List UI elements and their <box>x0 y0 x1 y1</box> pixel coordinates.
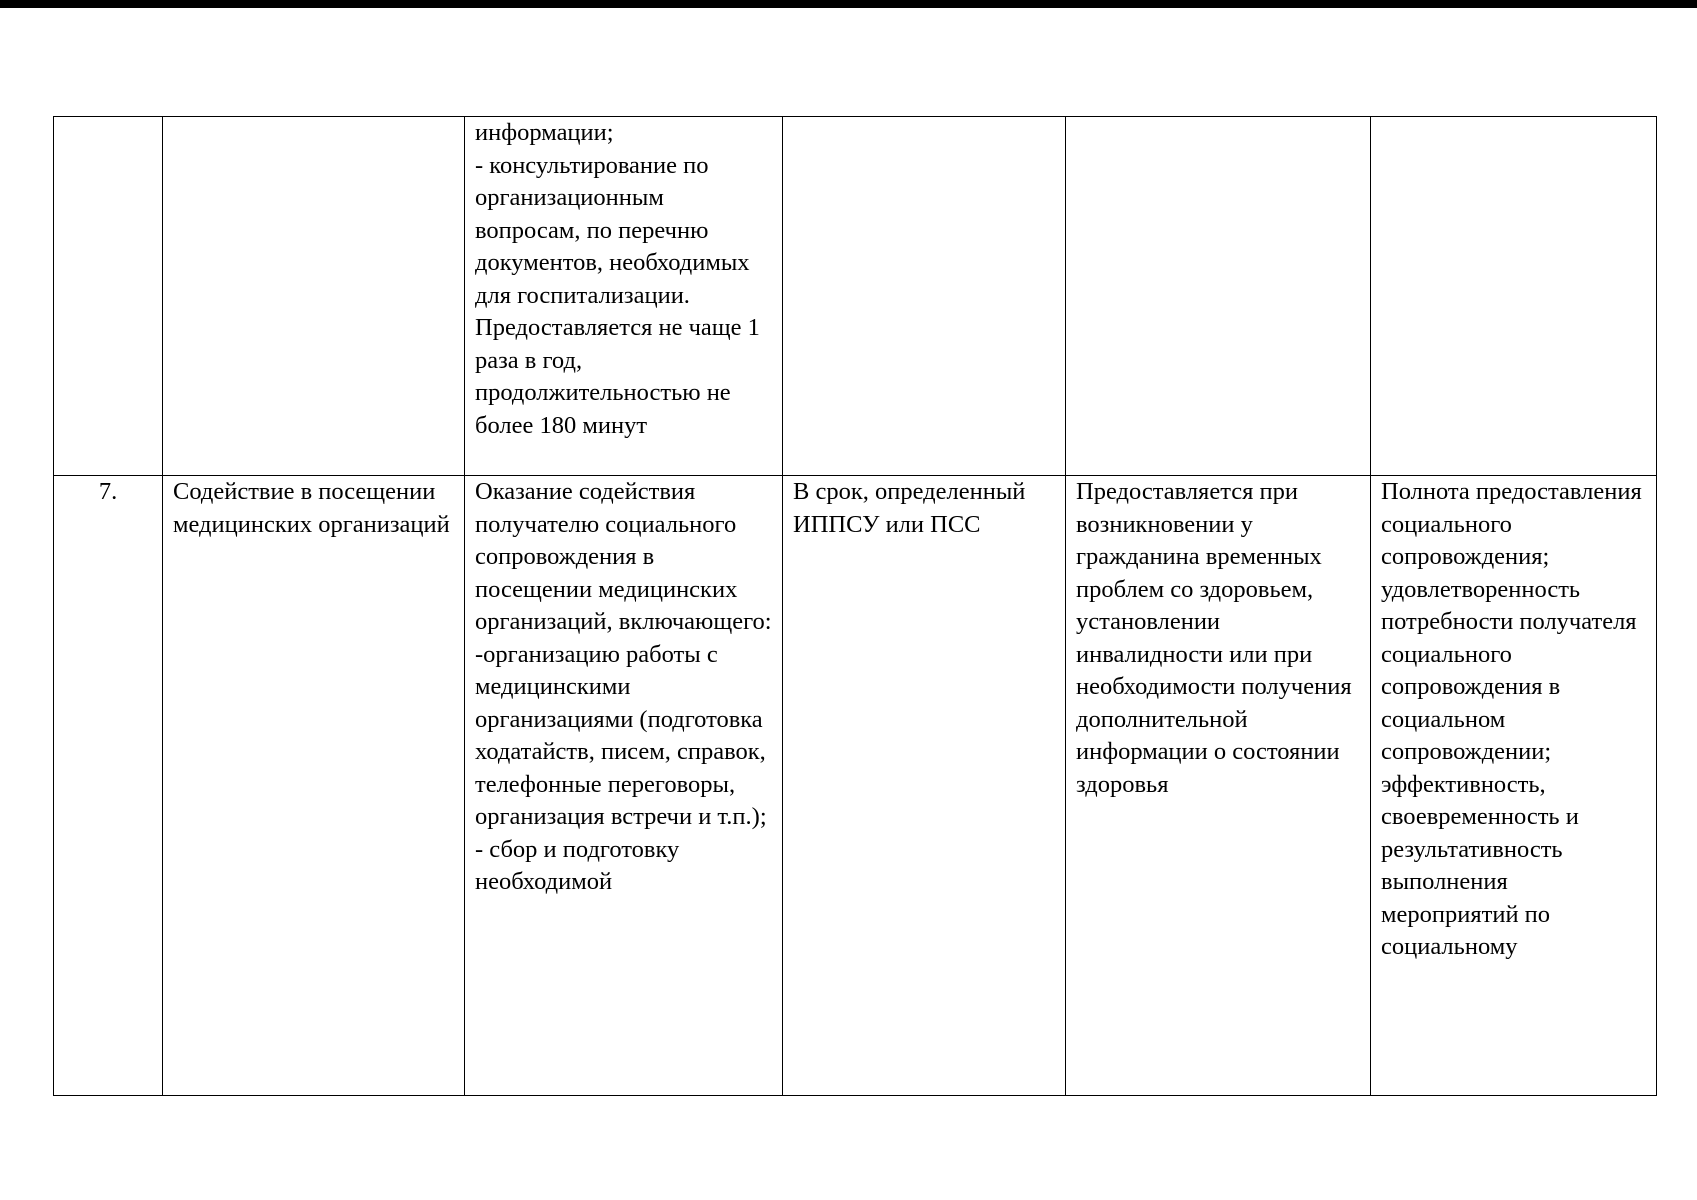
service-indicators: Полнота предоставления социального сопровождения; удовлетворенность потребности получателя социального сопровождения в социальном сопровождении; эффективность, своевременность и результативность выполнения мероприятий по социальному <box>1381 478 1642 960</box>
table-row <box>54 476 1657 1096</box>
page-top-border <box>0 0 1697 8</box>
row-number-cell <box>54 476 163 1096</box>
service-name: Содействие в посещении медицинских организаций <box>173 478 450 538</box>
service-name-cell <box>163 117 465 476</box>
service-indicators-cell <box>1371 476 1657 1096</box>
row-number-cell <box>54 117 163 476</box>
table-row <box>54 117 1657 476</box>
service-conditions-cell <box>1066 117 1371 476</box>
service-term: В срок, определенный ИППСУ или ПСС <box>793 478 1026 538</box>
services-table <box>53 116 1657 1096</box>
service-conditions-cell <box>1066 476 1371 1096</box>
service-indicators-cell <box>1371 117 1657 476</box>
service-term-cell <box>783 476 1066 1096</box>
row-number: 7. <box>98 478 118 505</box>
service-term-cell <box>783 117 1066 476</box>
service-name-cell <box>163 476 465 1096</box>
service-description-cell <box>465 476 783 1096</box>
service-description: Оказание содействия получателю социального сопровождения в посещении медицинских организаций, включающего: -организацию работы с медицинскими организациями (подготовка ходатайств, писем, справок, телефонные переговоры, организация встречи и т.п.); - сбор и подготовку необходимой <box>475 478 772 895</box>
service-description-cell <box>465 117 783 476</box>
service-conditions: Предоставляется при возникновении у гражданина временных проблем со здоровьем, установлении инвалидности или при необходимости получения дополнительной информации о состоянии здоровья <box>1076 478 1352 798</box>
service-description: информации; - консультирование по организационным вопросам, по перечню документов, необходимых для госпитализации. Предоставляется не чаще 1 раза в год, продолжительностью не более 180 минут <box>475 119 760 439</box>
